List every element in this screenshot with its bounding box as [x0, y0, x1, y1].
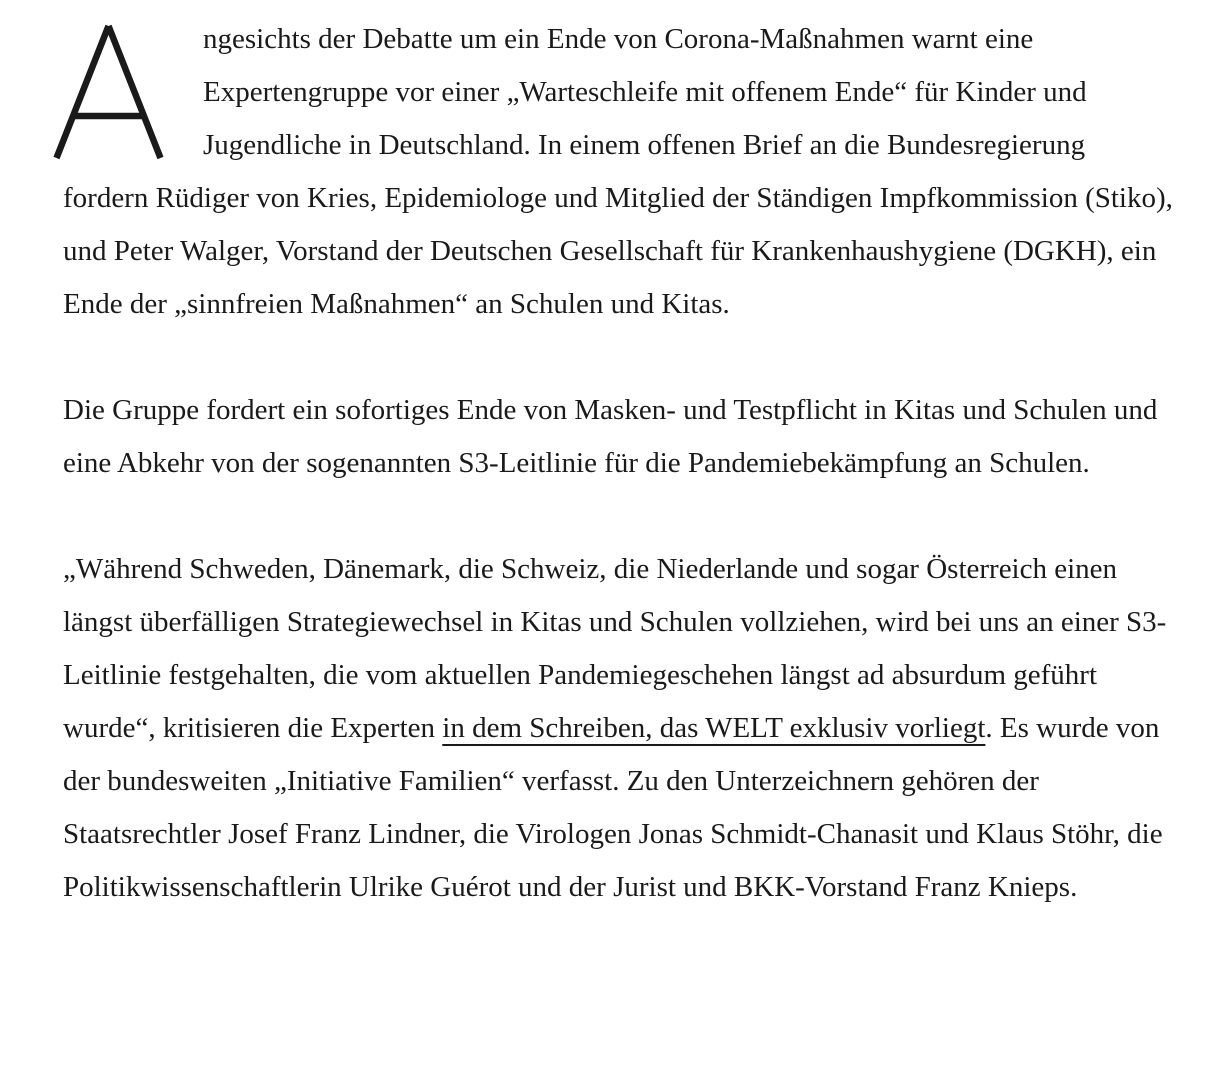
article-paragraph — [63, 384, 1173, 490]
drop-cap-letter — [50, 13, 203, 169]
paragraph-text: „Während Schweden, Dänemark, die Schweiz, die Niederlande und sogar Österreich einen längst überfälligen Strategiewechsel in Kitas und Schulen vollziehen, wird bei uns an einer S3-Leitlinie festgehalten, die vom aktuellen Pandemiegeschehen längst ad absurdum geführt wurde“, kritisieren die Experten — [63, 553, 1167, 744]
paragraph-text: Die Gruppe fordert ein sofortiges Ende von Masken- und Testpflicht in Kitas und Schulen und eine Abkehr von der sogenannten S3-Leitlinie für die Pandemiebekämpfung an Schulen. — [63, 394, 1158, 479]
paragraph-text: ngesichts der Debatte um ein Ende von Corona-Maßnahmen warnt eine Expertengruppe vor einer „Warteschleife mit offenem Ende“ für Kinder und Jugendliche in Deutschland. In einem offenen Brief an die Bundesregierung fordern Rüdiger von Kries, Epidemiologe und Mitglied der Ständigen Impfkommission (Stiko), und Peter Walger, Vorstand der Deutschen Gesellschaft für Krankenhaushygiene (DGKH), ein Ende der „sinnfreien Maßnahmen“ an Schulen und Kitas. — [63, 23, 1173, 320]
article-paragraph — [63, 543, 1173, 914]
welt-exclusive-letter-link[interactable]: in dem Schreiben, das WELT exklusiv vorliegt — [442, 712, 986, 744]
paragraph-text: . Es wurde von der bundesweiten „Initiative Familien“ verfasst. Zu den Unterzeichnern gehören der Staatsrechtler Josef Franz Lindner, die Virologen Jonas Schmidt-Chanasit und Klaus Stöhr, die Politikwissenschaftlerin Ulrike Guérot und der Jurist und BKK-Vorstand Franz Knieps. — [63, 712, 1163, 903]
article-paragraph — [63, 13, 1173, 331]
paragraph-container — [63, 13, 1173, 914]
drop-cap-a-glyph — [50, 23, 167, 161]
